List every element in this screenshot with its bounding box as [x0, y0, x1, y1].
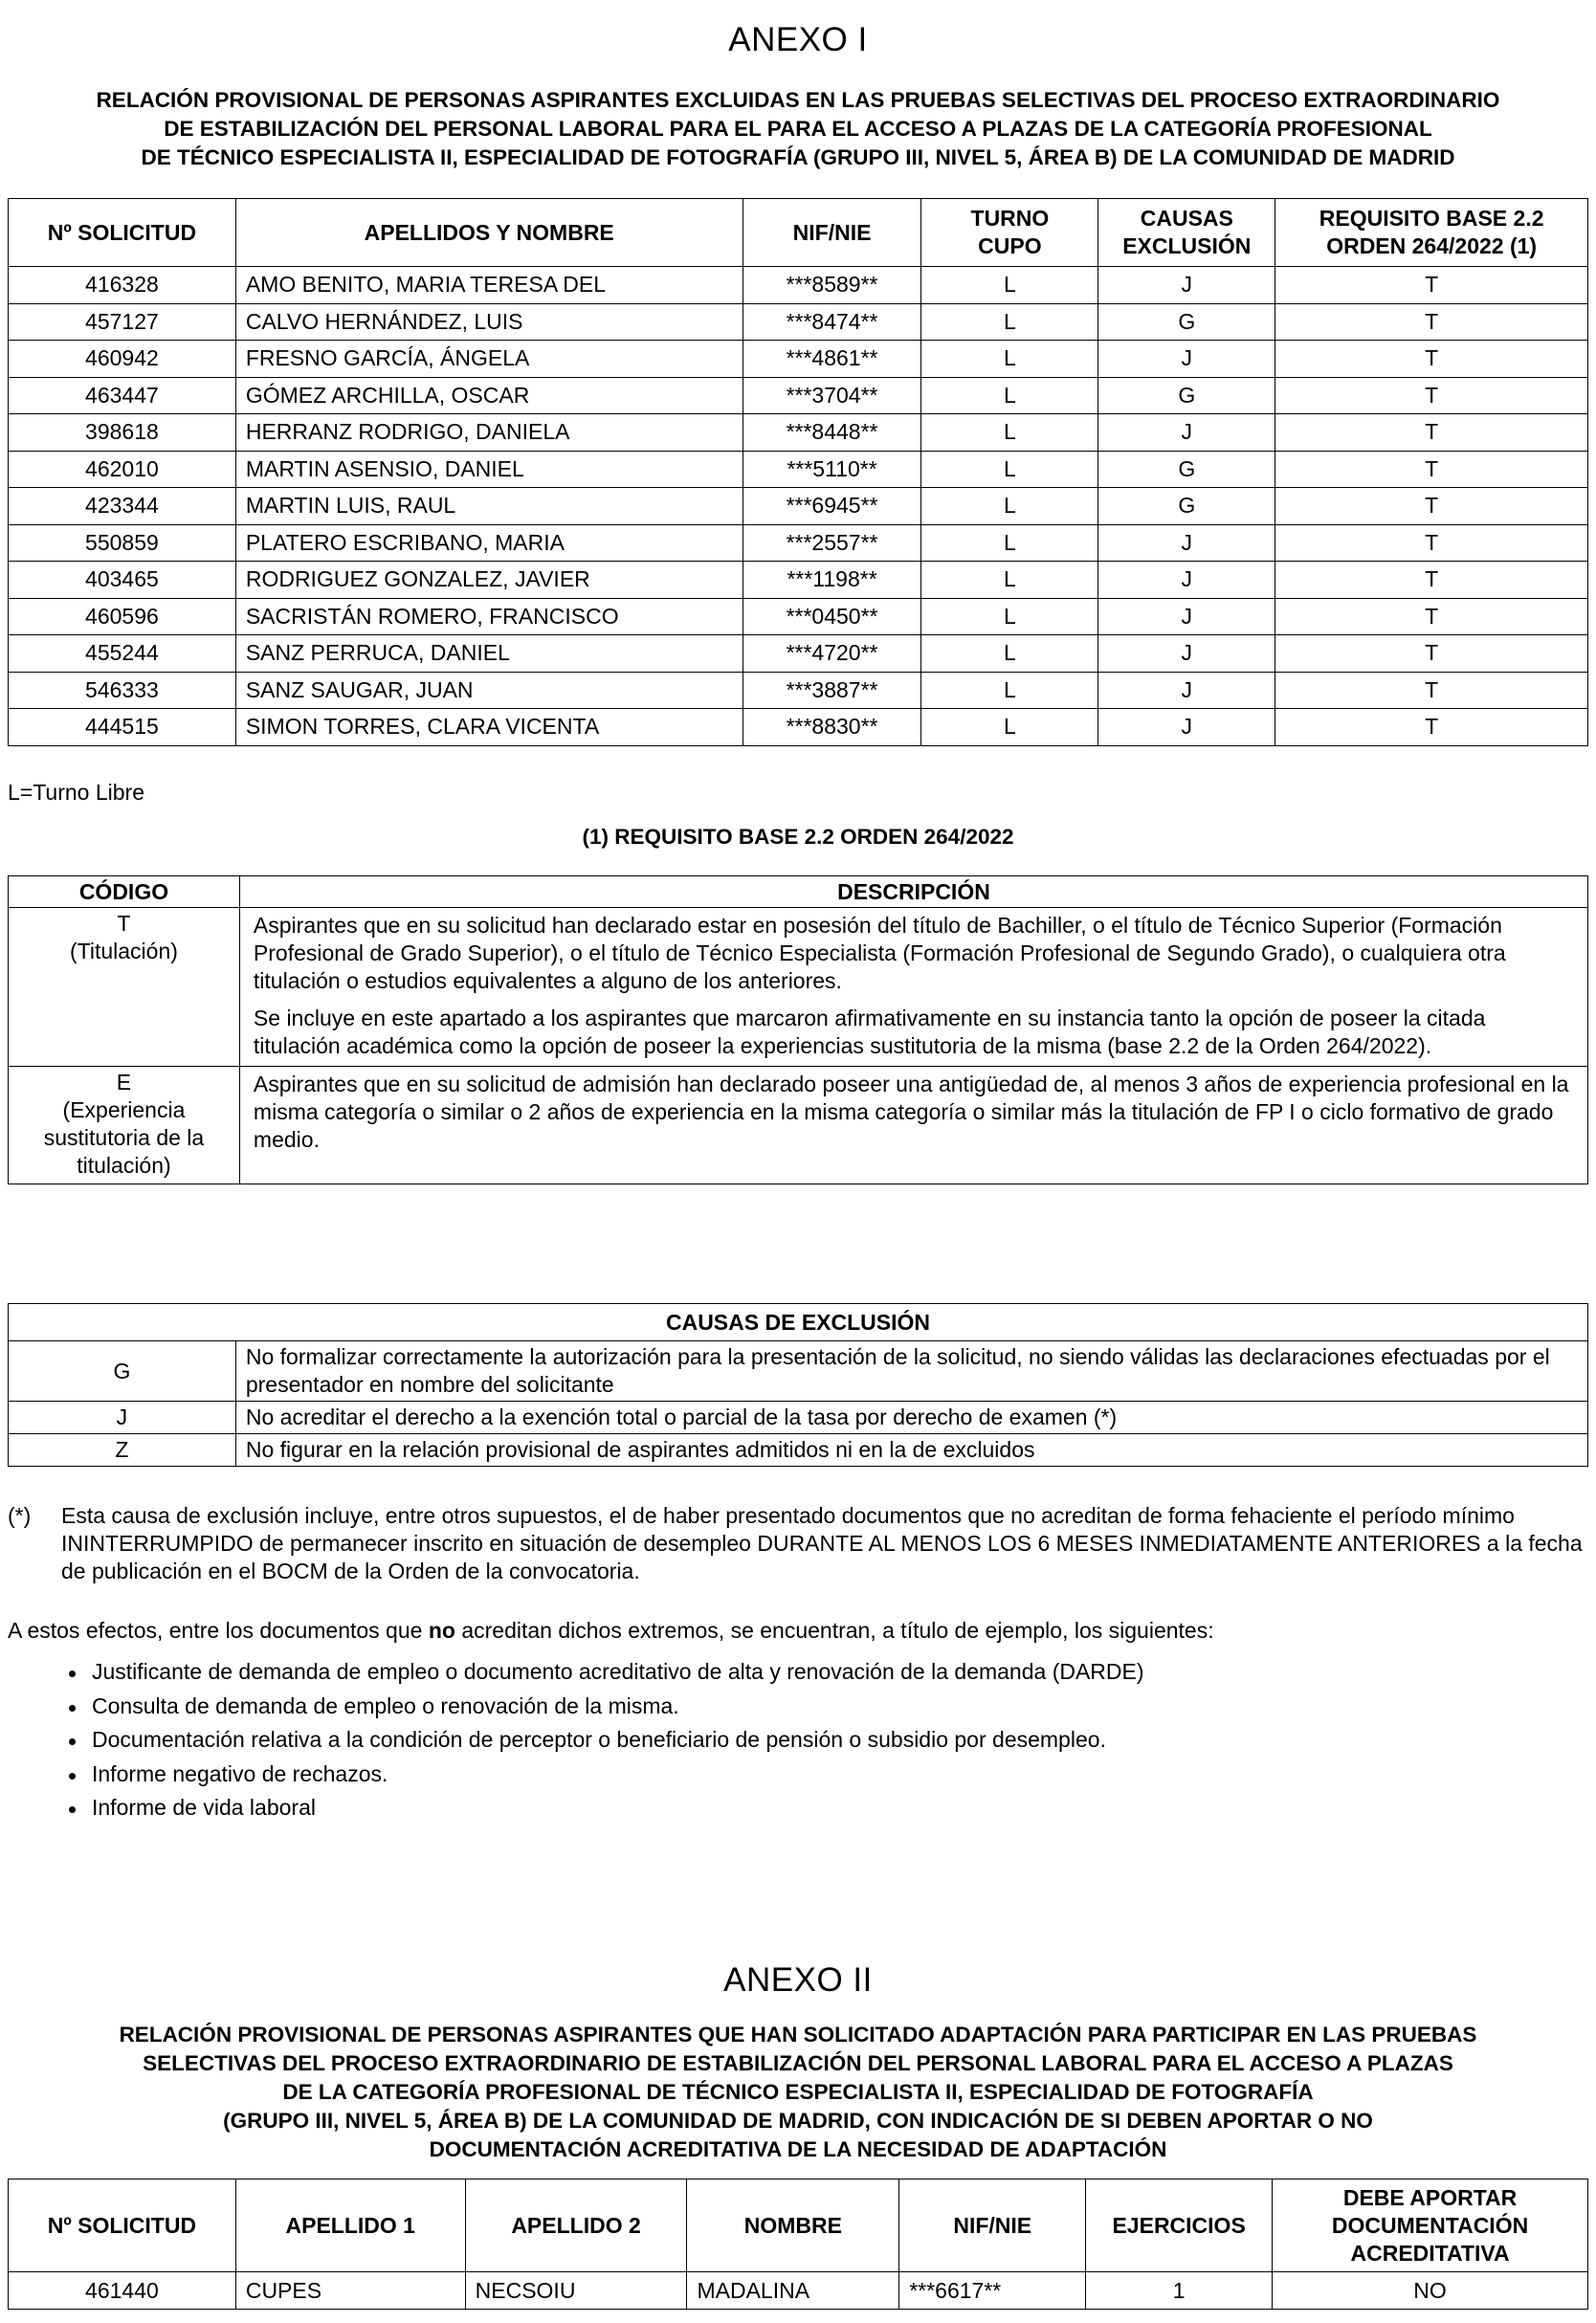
cell-apellido2: NECSOIU: [465, 2272, 687, 2310]
cell-nif: ***4720**: [743, 635, 921, 673]
cell-requisito: T: [1275, 341, 1588, 378]
table-row: [9, 267, 1588, 304]
cell-nombre: MARTIN LUIS, RAUL: [235, 488, 743, 525]
cell-nombre: PLATERO ESCRIBANO, MARIA: [235, 524, 743, 562]
cell-solicitud: 460596: [9, 598, 236, 635]
cell-nif: ***6617**: [899, 2272, 1086, 2310]
adaptation-table-body: [9, 2272, 1588, 2310]
causas-table-body: [9, 1341, 1588, 1467]
cell-turno: L: [921, 672, 1098, 709]
cell-nombre: SACRISTÁN ROMERO, FRANCISCO: [235, 598, 743, 635]
cell-causa-description: No acreditar el derecho a la exención total o parcial de la tasa por derecho de examen (*): [235, 1402, 1587, 1434]
col-header-codigo: CÓDIGO: [9, 876, 240, 908]
cell-nif: ***3704**: [743, 377, 921, 414]
adaptation-table: [8, 2179, 1588, 2310]
cell-nif: ***3887**: [743, 672, 921, 709]
cell-solicitud: 398618: [9, 414, 236, 452]
cell-turno: L: [921, 377, 1098, 414]
cell-causa: J: [1098, 672, 1275, 709]
cell-turno: L: [921, 562, 1098, 599]
col-header-requisito: [1275, 199, 1588, 267]
col-header-debe-aportar: [1273, 2179, 1588, 2272]
cell-turno: L: [921, 709, 1098, 746]
col-header-nombre: APELLIDOS Y NOMBRE: [235, 199, 743, 267]
cell-nif: ***8830**: [743, 709, 921, 746]
requisito-table: [8, 875, 1588, 1184]
cell-requisito: T: [1275, 414, 1588, 452]
cell-turno: L: [921, 524, 1098, 562]
cell-turno: L: [921, 341, 1098, 378]
requisito-code-label: (Experiencia sustitutoria de la titulación): [43, 1097, 205, 1178]
annex1-subtitle-line: DE TÉCNICO ESPECIALISTA II, ESPECIALIDAD DE FOTOGRAFÍA (GRUPO III, NIVEL 5, ÁREA B) DE LA COMUNIDAD DE MADRID: [141, 145, 1455, 169]
annex1-title: ANEXO I: [728, 21, 868, 58]
turno-legend: L=Turno Libre: [8, 780, 144, 805]
cell-turno: L: [921, 267, 1098, 304]
cell-requisito: T: [1275, 672, 1588, 709]
col-header-nombre: NOMBRE: [687, 2179, 899, 2272]
table-row: [9, 562, 1588, 599]
requisito-description-cell: [239, 908, 1587, 1067]
examples-intro: [8, 1617, 1588, 1645]
examples-intro-text: acreditan dichos extremos, se encuentran, a título de ejemplo, los siguientes:: [454, 1618, 1214, 1643]
cell-requisito: T: [1275, 598, 1588, 635]
table-row: [9, 341, 1588, 378]
cell-solicitud: 546333: [9, 672, 236, 709]
cell-causa-description: No formalizar correctamente la autorización para la presentación de la solicitud, no siendo válidas las declaraciones efectuadas por el presentador en nombre del solicitante: [235, 1341, 1587, 1402]
cell-debe-aportar: NO: [1273, 2272, 1588, 2310]
cell-nombre: SANZ PERRUCA, DANIEL: [235, 635, 743, 673]
cell-solicitud: 462010: [9, 451, 236, 488]
adaptation-table-header: [9, 2179, 1588, 2272]
requisito-description-cell: [239, 1067, 1587, 1184]
cell-causa: J: [1098, 709, 1275, 746]
cell-requisito: T: [1275, 709, 1588, 746]
cell-turno: L: [921, 303, 1098, 341]
footnote-mark: (*): [8, 1503, 32, 1528]
cell-requisito: T: [1275, 488, 1588, 525]
requisito-code-label: (Titulación): [70, 939, 178, 963]
cell-requisito: T: [1275, 303, 1588, 341]
cell-causa-code: G: [9, 1341, 236, 1402]
annex2-title: ANEXO II: [723, 1961, 873, 1999]
requisito-code: T: [117, 911, 131, 936]
requisito-description: Aspirantes que en su solicitud de admisión han declarado poseer una antigüedad de, al menos 3 años de experiencia profesional en la misma categoría o similar o 2 años de experiencia en la misma categoría o similar más la titulación de FP I o ciclo formativo de grado medio.: [253, 1072, 1569, 1152]
annex2-subtitle-line: SELECTIVAS DEL PROCESO EXTRAORDINARIO DE ESTABILIZACIÓN DEL PERSONAL LABORAL PARA EL ACCESO A PLAZAS: [143, 2051, 1453, 2075]
cell-solicitud: 455244: [9, 635, 236, 673]
excluded-table-body: [9, 267, 1588, 746]
cell-solicitud: 444515: [9, 709, 236, 746]
cell-causa: J: [1098, 267, 1275, 304]
cell-requisito: T: [1275, 562, 1588, 599]
cell-solicitud: 463447: [9, 377, 236, 414]
col-header-debe-line2: DOCUMENTACIÓN: [1331, 2212, 1529, 2238]
cell-nif: ***4861**: [743, 341, 921, 378]
cell-requisito: T: [1275, 451, 1588, 488]
col-header-requisito-line2: ORDEN 264/2022 (1): [1326, 233, 1538, 258]
col-header-apellido2: APELLIDO 2: [465, 2179, 687, 2272]
cell-causa: G: [1098, 377, 1275, 414]
cell-turno: L: [921, 414, 1098, 452]
col-header-debe-line3: ACREDITATIVA: [1350, 2240, 1510, 2266]
cell-nombre: AMO BENITO, MARIA TERESA DEL: [235, 267, 743, 304]
cell-nif: ***5110**: [743, 451, 921, 488]
cell-nombre: GÓMEZ ARCHILLA, OSCAR: [235, 377, 743, 414]
cell-causa-code: Z: [9, 1434, 236, 1467]
col-header-solicitud: Nº SOLICITUD: [9, 2179, 236, 2272]
cell-causa: J: [1098, 635, 1275, 673]
col-header-turno: [921, 199, 1098, 267]
list-item: Justificante de demanda de empleo o documento acreditativo de alta y renovación de la demanda (DARDE): [8, 1655, 1588, 1690]
table-row: [9, 488, 1588, 525]
cell-nif: ***8589**: [743, 267, 921, 304]
list-item: Informe negativo de rechazos.: [8, 1758, 1588, 1792]
cell-nombre: FRESNO GARCÍA, ÁNGELA: [235, 341, 743, 378]
table-row: [9, 524, 1588, 562]
cell-causa: J: [1098, 414, 1275, 452]
cell-nif: ***8448**: [743, 414, 921, 452]
list-item: Consulta de demanda de empleo o renovación de la misma.: [8, 1690, 1588, 1724]
causas-table-header: [9, 1304, 1588, 1341]
cell-nif: ***0450**: [743, 598, 921, 635]
requisito-table-header: [9, 876, 1588, 908]
cell-nombre: MADALINA: [687, 2272, 899, 2310]
cell-turno: L: [921, 598, 1098, 635]
examples-intro-bold: no: [428, 1618, 455, 1643]
table-row: [9, 709, 1588, 746]
cell-requisito: T: [1275, 524, 1588, 562]
footnote-text: Esta causa de exclusión incluye, entre otros supuestos, el de haber presentado documentos que no acreditan de forma fehaciente el período mínimo ININTERRUMPIDO de permanecer inscrito en situación de desempleo DURANTE AL MENOS LOS 6 MESES INMEDIATAMENTE ANTERIORES a la fecha de publicación en el BOCM de la Orden de la convocatoria.: [61, 1503, 1583, 1583]
cell-causa-description: No figurar en la relación provisional de aspirantes admitidos ni en la de excluidos: [235, 1434, 1587, 1467]
cell-apellido1: CUPES: [235, 2272, 465, 2310]
cell-nombre: SIMON TORRES, CLARA VICENTA: [235, 709, 743, 746]
col-header-causas-line2: EXCLUSIÓN: [1122, 233, 1252, 258]
annex2-subtitle-line: (GRUPO III, NIVEL 5, ÁREA B) DE LA COMUNIDAD DE MADRID, CON INDICACIÓN DE SI DEBEN APORTAR O NO: [223, 2109, 1373, 2133]
footnote: [8, 1502, 1588, 1585]
cell-causa-code: J: [9, 1402, 236, 1434]
cell-causa: J: [1098, 524, 1275, 562]
requisito-description: Se incluye en este apartado a los aspirantes que marcaron afirmativamente en su instancia tanto la opción de poseer la citada titulación académica como la opción de poseer la experiencias sustitutoria de la misma (base 2.2 de la Orden 264/2022).: [253, 1006, 1486, 1058]
requisito-row-t: [9, 908, 1588, 1067]
cell-causa: G: [1098, 488, 1275, 525]
annex2-subtitle-line: DE LA CATEGORÍA PROFESIONAL DE TÉCNICO ESPECIALISTA II, ESPECIALIDAD DE FOTOGRAFÍA: [282, 2080, 1314, 2104]
cell-nif: ***2557**: [743, 524, 921, 562]
cell-requisito: T: [1275, 377, 1588, 414]
annex1-subtitle-line: RELACIÓN PROVISIONAL DE PERSONAS ASPIRANTES EXCLUIDAS EN LAS PRUEBAS SELECTIVAS DEL PROCESO EXTRAORDINARIO: [96, 88, 1500, 112]
cell-solicitud: 457127: [9, 303, 236, 341]
requisito-title: (1) REQUISITO BASE 2.2 ORDEN 264/2022: [582, 825, 1014, 849]
cell-solicitud: 403465: [9, 562, 236, 599]
cell-requisito: T: [1275, 267, 1588, 304]
causas-table: [8, 1303, 1588, 1467]
cell-nombre: HERRANZ RODRIGO, DANIELA: [235, 414, 743, 452]
cell-turno: L: [921, 451, 1098, 488]
table-row: [9, 451, 1588, 488]
annex1-subtitle-line: DE ESTABILIZACIÓN DEL PERSONAL LABORAL PARA EL PARA EL ACCESO A PLAZAS DE LA CATEGORÍA PROFESIONAL: [164, 117, 1432, 141]
table-row: [9, 1434, 1588, 1467]
table-row: [9, 377, 1588, 414]
cell-solicitud: 550859: [9, 524, 236, 562]
col-header-nif: NIF/NIE: [899, 2179, 1086, 2272]
table-row: [9, 598, 1588, 635]
cell-turno: L: [921, 488, 1098, 525]
cell-nif: ***6945**: [743, 488, 921, 525]
col-header-nif: NIF/NIE: [743, 199, 921, 267]
col-header-ejercicios: EJERCICIOS: [1086, 2179, 1273, 2272]
cell-nombre: SANZ SAUGAR, JUAN: [235, 672, 743, 709]
list-item: Documentación relativa a la condición de perceptor o beneficiario de pensión o subsidio por desempleo.: [8, 1723, 1588, 1758]
col-header-apellido1: APELLIDO 1: [235, 2179, 465, 2272]
cell-turno: L: [921, 635, 1098, 673]
col-header-debe-line1: DEBE APORTAR: [1342, 2184, 1518, 2210]
col-header-requisito-line1: REQUISITO BASE 2.2: [1319, 206, 1544, 231]
table-row: [9, 635, 1588, 673]
requisito-row-e: [9, 1067, 1588, 1184]
requisito-code: E: [116, 1070, 132, 1095]
annex1-subtitle: [8, 86, 1588, 172]
cell-causa: J: [1098, 598, 1275, 635]
list-item: Informe de vida laboral: [8, 1791, 1588, 1825]
cell-solicitud: 416328: [9, 267, 236, 304]
cell-nif: ***8474**: [743, 303, 921, 341]
cell-solicitud: 461440: [9, 2272, 236, 2310]
cell-nif: ***1198**: [743, 562, 921, 599]
excluded-table-header: [9, 199, 1588, 267]
table-row: [9, 1402, 1588, 1434]
annex2-subtitle-line: RELACIÓN PROVISIONAL DE PERSONAS ASPIRANTES QUE HAN SOLICITADO ADAPTACIÓN PARA PARTICIPAR EN LAS PRUEBAS: [119, 2023, 1477, 2046]
table-row: [9, 2272, 1588, 2310]
excluded-table: [8, 198, 1588, 746]
annex2-subtitle: [8, 2021, 1588, 2164]
causas-title: CAUSAS DE EXCLUSIÓN: [9, 1304, 1588, 1341]
annex2-subtitle-line: DOCUMENTACIÓN ACREDITATIVA DE LA NECESIDAD DE ADAPTACIÓN: [429, 2137, 1167, 2161]
col-header-turno-line2: CUPO: [978, 233, 1042, 258]
cell-ejercicios: 1: [1086, 2272, 1273, 2310]
cell-causa: G: [1098, 303, 1275, 341]
table-row: [9, 414, 1588, 452]
cell-causa: J: [1098, 562, 1275, 599]
examples-list: [8, 1655, 1588, 1825]
cell-nombre: RODRIGUEZ GONZALEZ, JAVIER: [235, 562, 743, 599]
cell-causa: J: [1098, 341, 1275, 378]
cell-nombre: MARTIN ASENSIO, DANIEL: [235, 451, 743, 488]
requisito-description: Aspirantes que en su solicitud han declarado estar en posesión del título de Bachiller, o el título de Técnico Superior (Formación Profesional de Grado Superior), o el título de Técnico Especialista (Formación Profesional de Segundo Grado), o cualquiera otra titulación o estudios equivalentes a alguno de los anteriores.: [253, 913, 1506, 993]
examples-intro-text: A estos efectos, entre los documentos que: [8, 1618, 429, 1643]
cell-causa: G: [1098, 451, 1275, 488]
col-header-turno-line1: TURNO: [970, 206, 1050, 231]
col-header-descripcion: DESCRIPCIÓN: [239, 876, 1587, 908]
table-row: [9, 1341, 1588, 1402]
requisito-code-cell: [9, 908, 240, 1067]
table-row: [9, 303, 1588, 341]
requisito-code-cell: [9, 1067, 240, 1184]
cell-solicitud: 423344: [9, 488, 236, 525]
table-row: [9, 672, 1588, 709]
col-header-causas-line1: CAUSAS: [1140, 206, 1233, 231]
cell-solicitud: 460942: [9, 341, 236, 378]
col-header-causas: [1098, 199, 1275, 267]
cell-requisito: T: [1275, 635, 1588, 673]
col-header-solicitud: Nº SOLICITUD: [9, 199, 236, 267]
cell-nombre: CALVO HERNÁNDEZ, LUIS: [235, 303, 743, 341]
